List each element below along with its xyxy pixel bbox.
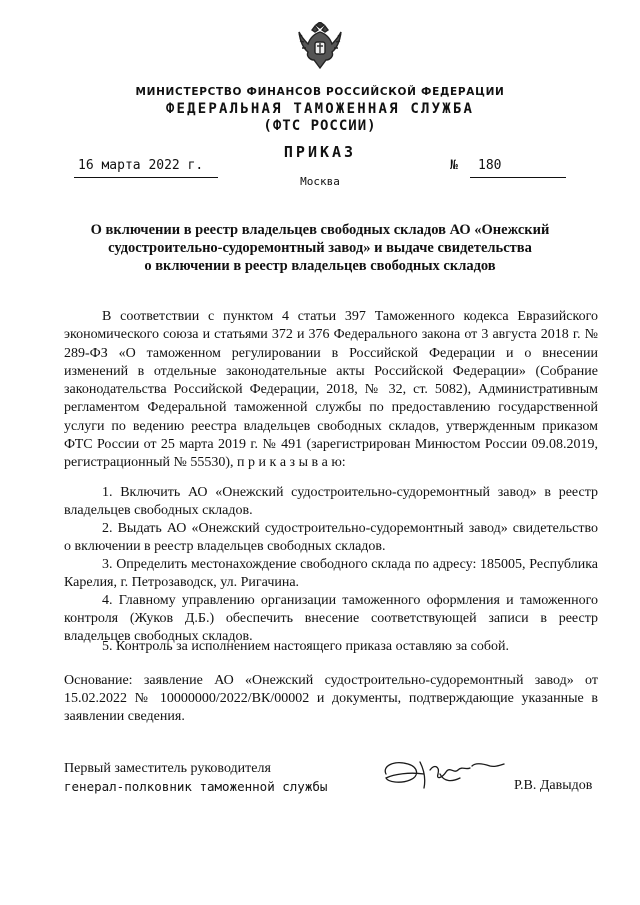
title-line-3: о включении в реестр владельцев свободных складов: [144, 258, 496, 274]
order-number: 180: [478, 158, 502, 173]
order-item-4: 4. Главному управлению организации таможенного оформления и таможенного контроля (Жуков Д.Б.) обеспечить внесение соответствующей записи в реестр владельцев свободных складов.: [64, 593, 598, 644]
order-item-3: 3. Определить местонахождение свободного склада по адресу: 185005, Республика Карелия, г. Петрозаводск, ул. Ригачина.: [64, 557, 598, 590]
preamble-paragraph: В соответствии с пунктом 4 статьи 397 Таможенного кодекса Евразийского экономического союза и статьями 372 и 376 Федерального закона от 3 августа 2018 г. № 289-ФЗ «О таможенном регулировании в Российской Федерации и о внесении изменений в отдельные законодательные акты Российской Федерации» (Собрание законодательства Российской Федерации, 2018, № 32, ст. 5082), Административным регламентом Федеральной таможенной службы по предоставлению государственной услуги по ведению реестра владельцев свободных складов, утвержденным приказом ФТС России от 25 марта 2019 г. № 491 (зарегистрирован Минюстом России 09.08.2019, регистрационный № 55530), п р и к а з ы в а ю:: [64, 309, 598, 471]
order-title: [60, 221, 580, 275]
ministry-name: МИНИСТЕРСТВО ФИНАНСОВ РОССИЙСКОЙ ФЕДЕРАЦИИ: [135, 86, 505, 98]
document-type: ПРИКАЗ: [283, 143, 357, 161]
basis-paragraph: Основание: заявление АО «Онежский судостроительно-судоремонтный завод» от 15.02.2022 № 10000000/2022/ВК/00002 и документы, подтверждающие указанные в заявлении сведения.: [64, 673, 598, 724]
service-name: ФЕДЕРАЛЬНАЯ ТАМОЖЕННАЯ СЛУЖБА: [165, 101, 475, 117]
number-sign: №: [450, 158, 458, 173]
signatory-name: Р.В. Давыдов: [514, 778, 593, 793]
order-item-5: 5. Контроль за исполнением настоящего приказа оставляю за собой.: [102, 639, 510, 654]
order-item-1: 1. Включить АО «Онежский судостроительно-судоремонтный завод» в реестр владельцев свободных складов.: [64, 485, 598, 518]
position-line-2: генерал-полковник таможенной службы: [64, 779, 328, 794]
signatory-position: [64, 760, 327, 796]
title-line-2: судостроительно-судоремонтный завод» и выдаче свидетельства: [108, 240, 532, 256]
order-item-2: 2. Выдать АО «Онежский судостроительно-судоремонтный завод» свидетельство о включении в реестр владельцев свободных складов.: [64, 521, 598, 554]
russian-coat-of-arms-icon: [296, 22, 344, 70]
title-line-1: О включении в реестр владельцев свободных складов АО «Онежский: [90, 222, 550, 238]
order-date: 16 марта 2022 г.: [78, 158, 204, 173]
service-abbreviation: (ФТС РОССИИ): [263, 118, 377, 134]
handwritten-signature-icon: [380, 752, 510, 794]
position-line-1: Первый заместитель руководителя: [64, 761, 271, 776]
city: Москва: [300, 175, 340, 188]
